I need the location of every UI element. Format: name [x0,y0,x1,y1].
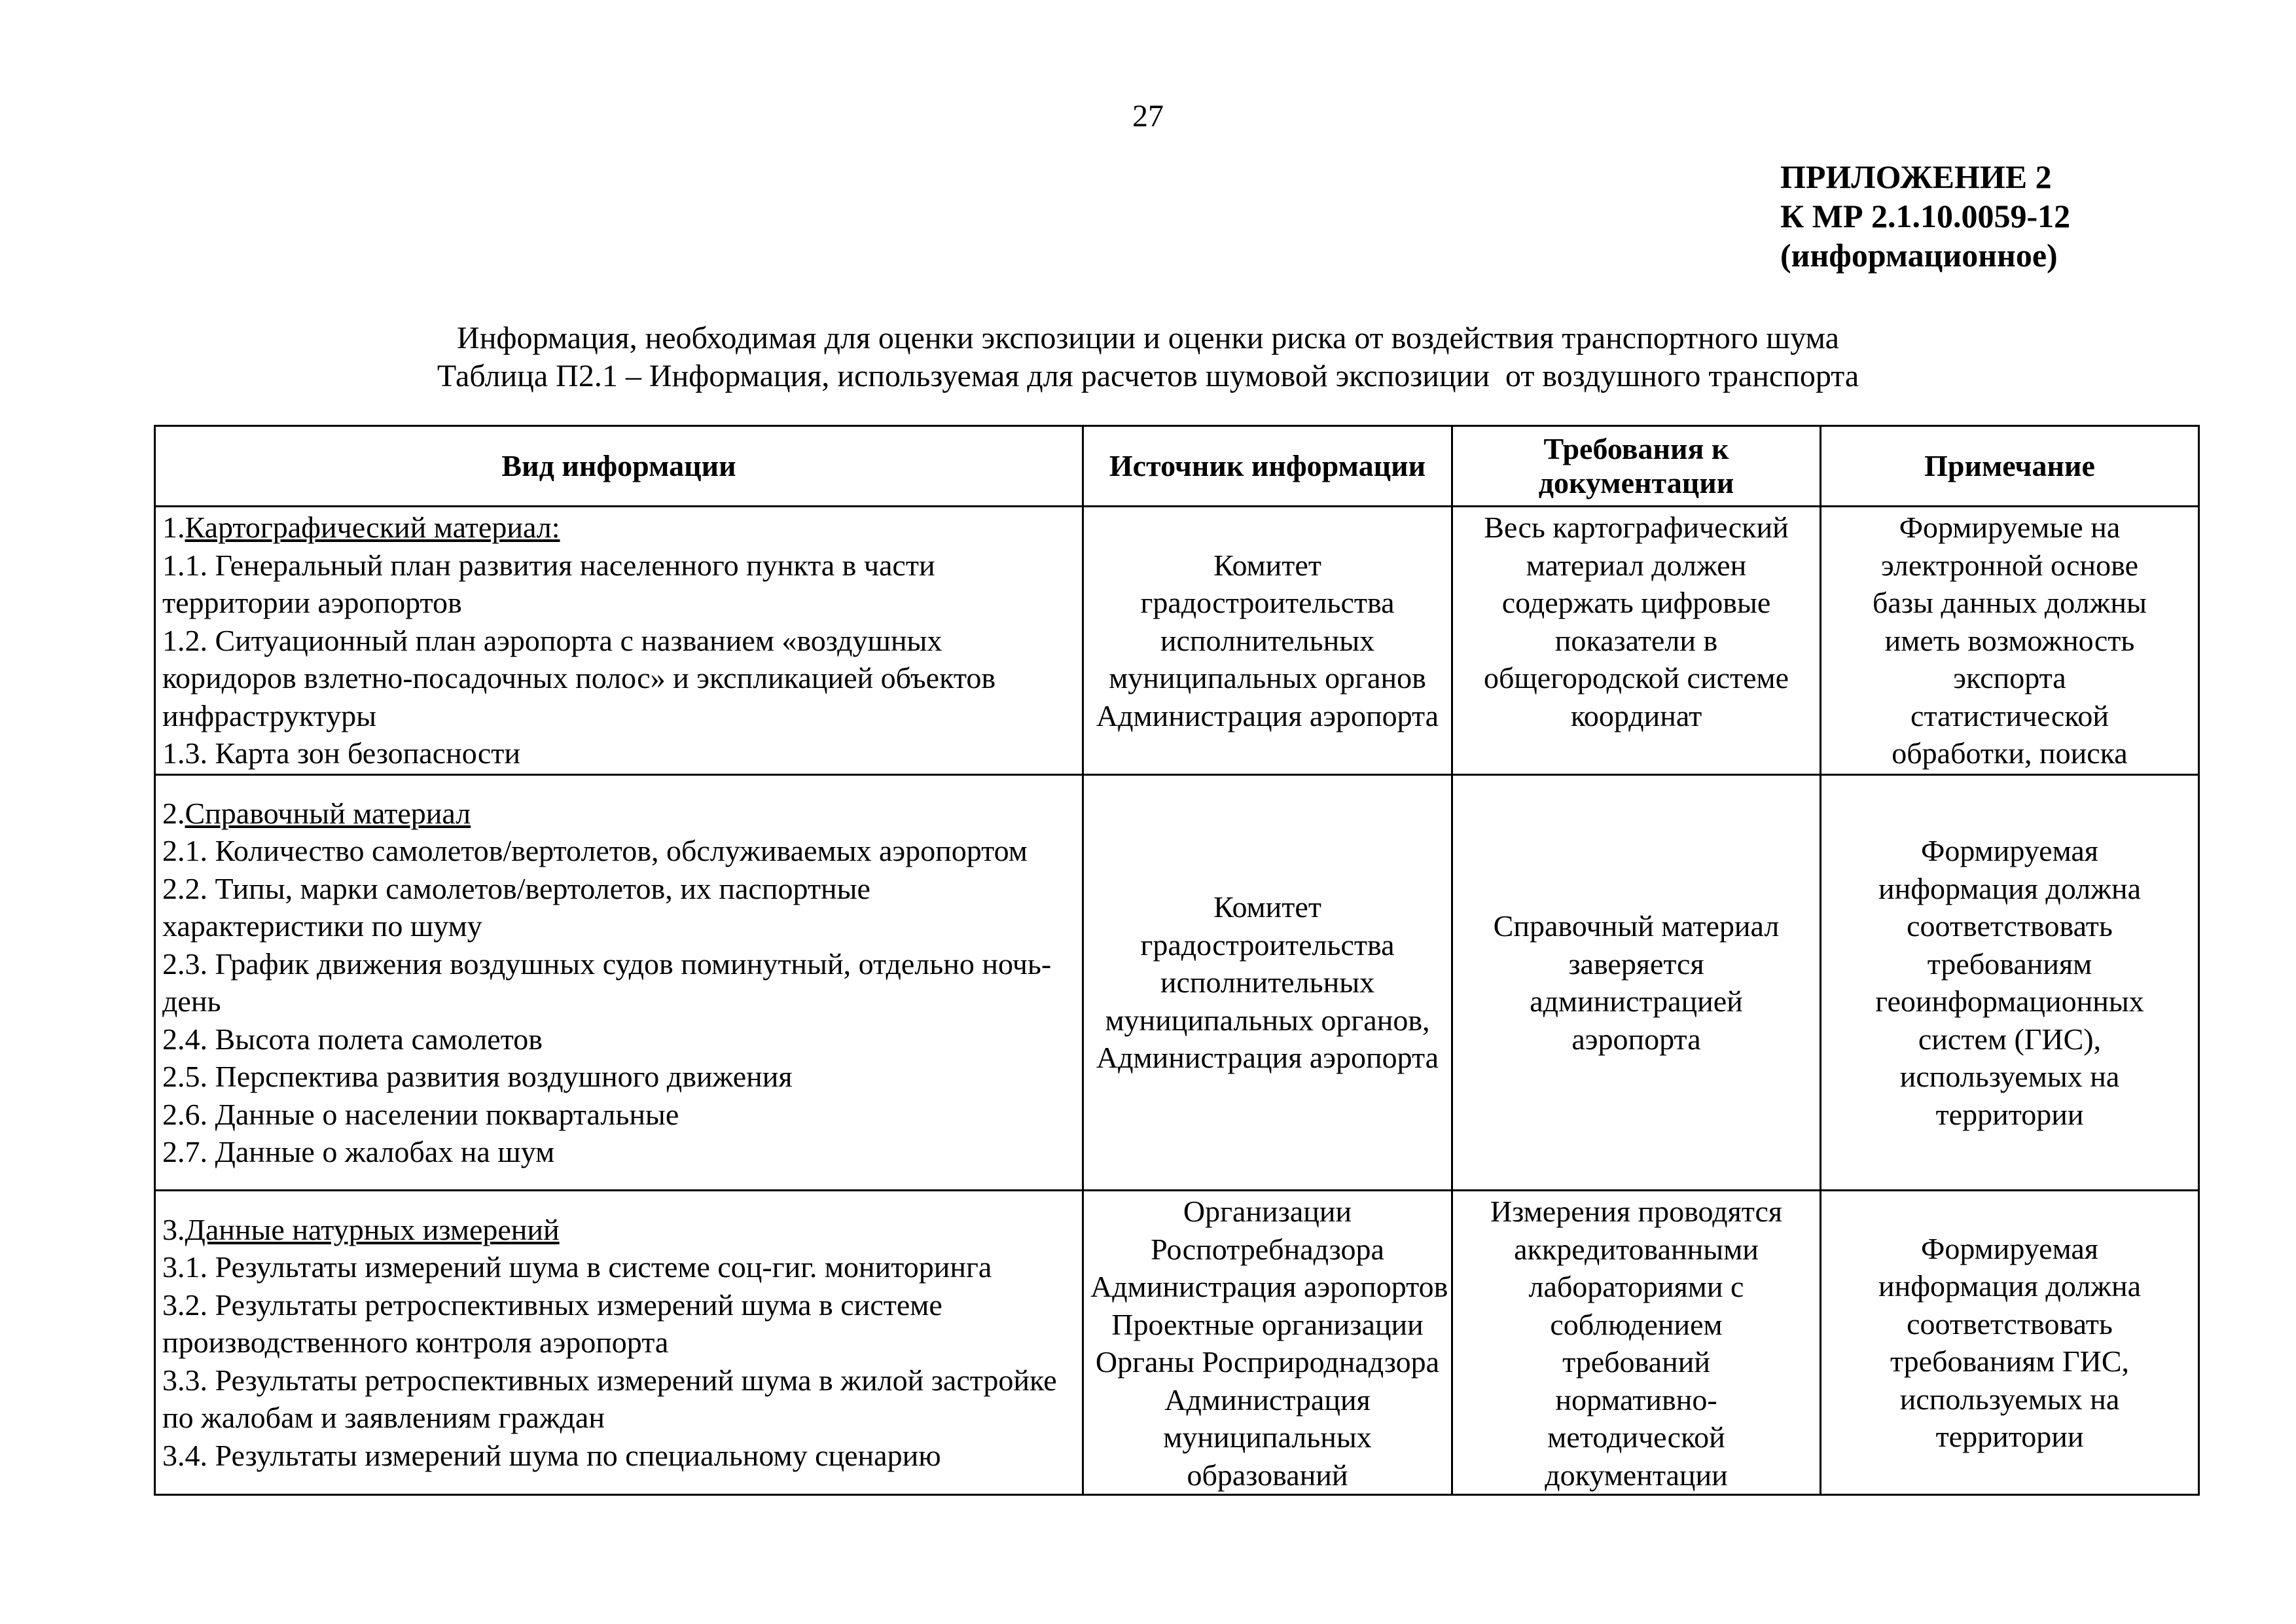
section-title: Справочный материал [185,796,471,830]
note-line: требованиям [1927,947,2092,981]
section-item: 2.3. График движения воздушных судов поминутный, отдельно ночь-день [162,947,1052,1018]
appendix-label [1780,157,2070,275]
section-item: 3.4. Результаты измерений шума по специальному сценарию [162,1438,941,1472]
table-row [155,507,2199,775]
requirements-line: Измерения проводятся [1490,1195,1783,1228]
appendix-reference: К МР 2.1.10.0059-12 [1780,198,2071,234]
requirements-line: координат [1570,698,1702,732]
header-requirements: Требования к документации [1452,426,1821,507]
note-line: базы данных должны [1873,586,2147,619]
source-line: Органы Росприроднадзора [1095,1345,1440,1379]
requirements-line: показатели в [1554,623,1718,657]
source-line: Администрация [1164,1382,1371,1416]
cell-requirements [1452,1191,1821,1495]
requirements-line: аэропорта [1571,1022,1701,1056]
header-info-type: Вид информации [155,426,1083,507]
section-heading [162,509,1075,547]
section-item: 2.2. Типы, марки самолетов/вертолетов, их паспортные характеристики по шуму [162,871,870,943]
table-header-row [155,426,2199,507]
section-title: Данные натурных измерений [185,1212,560,1246]
section-item: 1.3. Карта зон безопасности [162,736,521,770]
section-item: 1.1. Генеральный план развития населенного пункта в части территории аэропортов [162,548,935,620]
section-item: 2.4. Высота полета самолетов [162,1022,543,1056]
section-title: Картографический материал: [185,511,560,545]
document-heading [0,319,2296,395]
table-row [155,775,2199,1191]
note-line: соответствовать [1907,909,2113,943]
note-line: систем (ГИС), [1918,1022,2102,1056]
note-line: информация должна [1878,871,2142,905]
section-item: 1.2. Ситуационный план аэропорта с названием «воздушных коридоров взлетно-посадочных полос» и экспликацией объектов инфраструктуры [162,623,996,732]
source-line: исполнительных [1160,965,1375,1000]
note-line: Формируемые на [1899,511,2121,544]
requirements-line: нормативно- [1555,1382,1717,1416]
requirements-line: лабораториями с [1528,1270,1744,1303]
cell-info-type [155,775,1083,1191]
note-line: Формируемая [1921,1231,2098,1265]
source-line: Организации [1183,1195,1352,1228]
requirements-line: заверяется [1568,947,1704,981]
cell-requirements [1452,507,1821,775]
requirements-line: аккредитованными [1514,1232,1759,1266]
note-line: Формируемая [1921,834,2098,867]
header-note: Примечание [1821,426,2199,507]
cell-info-type [155,507,1083,775]
source-line: муниципальных органов [1109,661,1426,695]
cell-source [1083,775,1452,1191]
note-line: используемых на [1899,1060,2120,1093]
note-line: территории [1935,1097,2084,1131]
requirements-line: соблюдением [1550,1307,1723,1341]
note-line: иметь возможность [1884,623,2135,657]
cell-note [1821,507,2199,775]
source-line: Комитет [1213,890,1321,924]
table-caption: Таблица П2.1 – Информация, используемая для расчетов шумовой экспозиции от воздушного транспорта [437,359,1859,393]
source-line: Комитет [1213,548,1321,582]
section-item: 2.1. Количество самолетов/вертолетов, обслуживаемых аэропортом [162,834,1028,867]
note-line: геоинформационных [1875,984,2144,1018]
requirements-line: Справочный материал [1493,909,1780,943]
requirements-line: требований [1562,1345,1710,1379]
cell-requirements [1452,775,1821,1191]
section-item: 3.1. Результаты измерений шума в системе соц-гиг. мониторинга [162,1250,992,1284]
information-table [154,425,2200,1496]
note-line: статистической [1910,698,2109,732]
table-body [155,507,2199,1495]
appendix-status: (информационное) [1780,237,2058,274]
section-heading [162,795,1075,833]
requirements-line: методической [1547,1420,1725,1454]
section-item: 2.7. Данные о жалобах на шум [162,1135,555,1168]
note-line: требованиям ГИС, [1890,1344,2129,1378]
source-line: Администрация аэропорта [1096,1041,1439,1075]
document-title: Информация, необходимая для оценки экспозиции и оценки риска от воздействия транспортного шума [457,321,1839,355]
source-line: градостроительства [1140,586,1395,620]
note-line: территории [1935,1420,2084,1453]
section-item: 3.3. Результаты ретроспективных измерений шума в жилой застройке по жалобам и заявлениям граждан [162,1363,1057,1435]
section-heading [162,1211,1075,1249]
source-line: Администрация аэропортов [1090,1270,1448,1303]
requirements-line: Весь картографический [1484,511,1789,544]
cell-source [1083,1191,1452,1495]
table-row [155,1191,2199,1495]
section-item: 2.6. Данные о населении поквартальные [162,1097,679,1131]
source-line: муниципальных органов, [1105,1003,1430,1037]
source-line: муниципальных [1163,1420,1372,1454]
cell-source [1083,507,1452,775]
section-item: 3.2. Результаты ретроспективных измерений шума в системе производственного контроля аэропорта [162,1288,942,1360]
cell-note [1821,1191,2199,1495]
requirements-line: содержать цифровые [1501,586,1771,619]
section-number: 2. [162,796,185,830]
source-line: градостроительства [1140,928,1395,962]
note-line: обработки, поиска [1892,736,2128,770]
cell-note [1821,775,2199,1191]
note-line: используемых на [1899,1382,2120,1416]
source-line: Роспотребнадзора [1151,1232,1384,1266]
requirements-line: администрацией [1530,984,1743,1018]
note-line: информация должна [1878,1269,2142,1303]
appendix-title: ПРИЛОЖЕНИЕ 2 [1780,158,2052,195]
header-source: Источник информации [1083,426,1452,507]
requirements-line: материал должен [1526,548,1747,582]
note-line: электронной основе [1880,548,2139,582]
requirements-line: документации [1545,1458,1728,1492]
source-line: исполнительных [1160,623,1375,657]
note-line: соответствовать [1907,1307,2113,1341]
page-number: 27 [1132,99,1164,134]
note-line: экспорта [1953,661,2066,695]
section-item: 2.5. Перспектива развития воздушного движения [162,1060,793,1093]
requirements-line: общегородской системе [1483,661,1789,695]
source-line: Администрация аэропорта [1096,698,1439,732]
source-line: образований [1187,1458,1348,1492]
source-line: Проектные организации [1111,1307,1424,1341]
cell-info-type [155,1191,1083,1495]
section-number: 3. [162,1212,185,1246]
section-number: 1. [162,511,185,545]
